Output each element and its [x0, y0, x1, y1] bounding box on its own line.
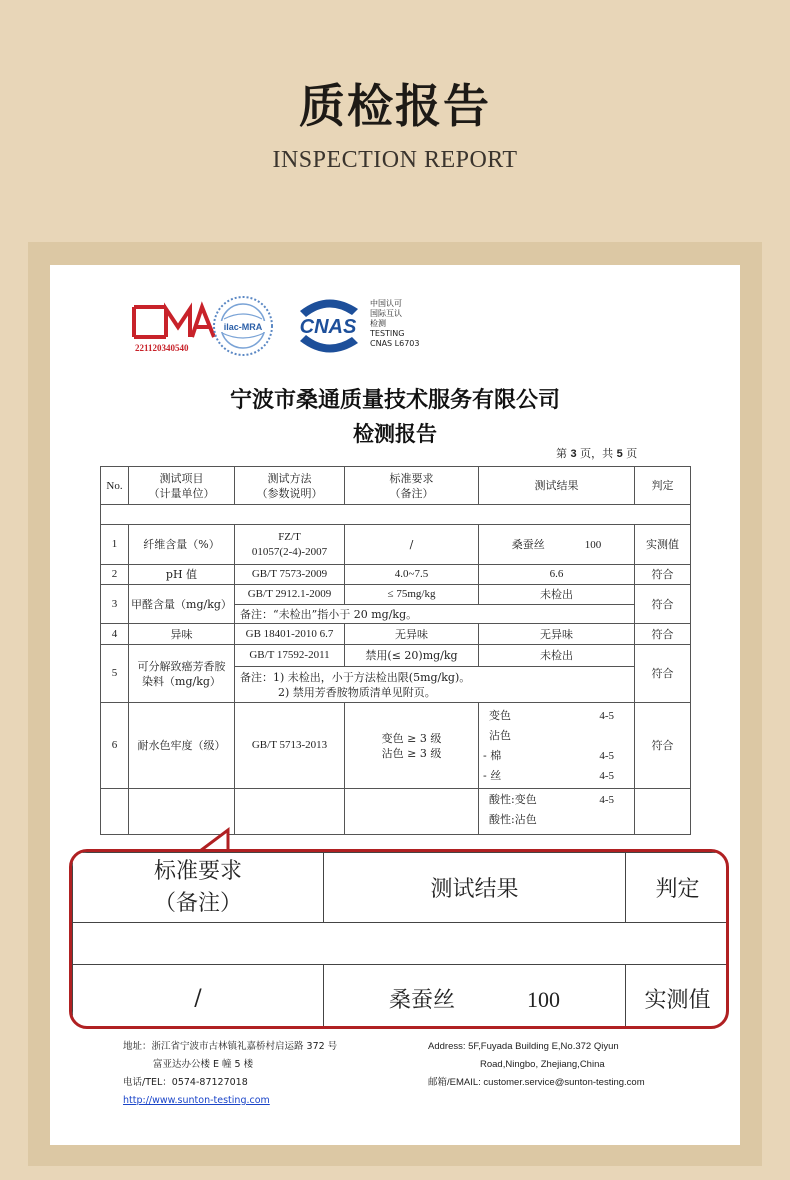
header-no: No.	[101, 467, 129, 505]
table-row	[101, 585, 691, 605]
row-result: 桑蚕丝 100	[479, 525, 635, 565]
zoom-row	[73, 965, 730, 1030]
table-spacer-row	[101, 505, 691, 525]
ilac-mra-logo-icon	[212, 295, 274, 357]
row-verdict: 符合	[635, 585, 691, 624]
row-req: ≤ 75mg/kg	[345, 585, 479, 605]
footer-line: Address: 5F,Fuyada Building E,No.372 Qiyun	[428, 1041, 619, 1052]
row-req: 无异味	[345, 624, 479, 645]
row-req: 禁用(≤ 20)mg/kg	[345, 645, 479, 667]
header-verdict: 判定	[635, 467, 691, 505]
row-req: /	[345, 525, 479, 565]
footer-tel: 电话/TEL：0574-87127018	[123, 1077, 248, 1088]
row-no: 3	[101, 585, 129, 624]
zoom-row-req: /	[73, 965, 324, 1030]
row-method: GB 18401-2010 6.7	[235, 624, 345, 645]
row-item: 可分解致癌芳香胺 染料（mg/kg）	[129, 645, 235, 703]
report-table	[100, 466, 691, 835]
row-item: 纤维含量（%）	[129, 525, 235, 565]
row-item: 甲醛含量（mg/kg）	[129, 585, 235, 624]
cnas-line: 检测	[370, 319, 386, 328]
row-method: GB/T 7573-2009	[235, 565, 345, 585]
cnas-line: TESTING	[370, 329, 405, 338]
row-no: 6	[101, 703, 129, 789]
page-title: 质检报告	[299, 79, 491, 133]
result-line: 沾色	[489, 728, 511, 742]
footer-address-cn	[123, 1038, 337, 1110]
row-req: 4.0~7.5	[345, 565, 479, 585]
company-name: 宁波市桑通质量技术服务有限公司	[229, 388, 560, 413]
row-no: 5	[101, 645, 129, 703]
row-no	[101, 789, 129, 835]
row-no: 4	[101, 624, 129, 645]
page-prefix: 第	[556, 447, 567, 460]
row-verdict: 实测值	[635, 525, 691, 565]
row-no: 2	[101, 565, 129, 585]
zoom-table	[72, 852, 729, 1029]
cnas-text	[370, 299, 419, 349]
footer-line: 地址：浙江省宁波市古林镇礼嘉桥村启运路 372 号	[123, 1041, 338, 1052]
row-result: 6.6	[479, 565, 635, 585]
footer-email: 邮箱/EMAIL: customer.service@sunton-testing.com	[428, 1077, 645, 1088]
cnas-line: 中国认可	[370, 299, 402, 308]
cnas-mark: CNAS	[299, 316, 357, 338]
page-subtitle: INSPECTION REPORT	[272, 147, 518, 173]
row-verdict: 符合	[635, 565, 691, 585]
row-item: pH 值	[129, 565, 235, 585]
table-row	[101, 624, 691, 645]
row-result: 未检出	[479, 645, 635, 667]
row-req	[345, 789, 479, 835]
table-row	[101, 525, 691, 565]
row-method: GB/T 17592-2011	[235, 645, 345, 667]
header-req: 标准要求 （备注）	[345, 467, 479, 505]
result-line: 酸性:变色 4-5	[489, 793, 614, 806]
result-line: 变色 4-5	[489, 708, 614, 722]
zoom-header-verdict: 判定	[626, 853, 730, 923]
row-verdict	[635, 789, 691, 835]
page-suffix: 页	[626, 447, 638, 460]
row-method	[235, 789, 345, 835]
result-line: 酸性:沾色	[489, 813, 537, 826]
row-result: 无异味	[479, 624, 635, 645]
report-title: 检测报告	[353, 422, 437, 446]
table-row	[101, 789, 691, 835]
spacer-cell	[101, 505, 691, 525]
footer-address-en	[428, 1038, 645, 1092]
zoom-spacer-cell	[73, 923, 730, 965]
header-item: 测试项目 （计量单位）	[129, 467, 235, 505]
zoom-row-verdict: 实测值	[626, 965, 730, 1030]
row-verdict: 符合	[635, 703, 691, 789]
row-method: GB/T 5713-2013	[235, 703, 345, 789]
zoom-spacer-row	[73, 923, 730, 965]
cnas-line: 国际互认	[370, 309, 402, 318]
table-header-row	[101, 467, 691, 505]
table-row	[101, 703, 691, 789]
ilac-mark: ilac-MRA	[223, 322, 263, 332]
zoom-header-result: 测试结果	[324, 853, 626, 923]
header-result: 测试结果	[479, 467, 635, 505]
zoom-header-row	[73, 853, 730, 923]
page-number	[556, 445, 637, 461]
row-result: 未检出	[479, 585, 635, 605]
zoom-row-result: 桑蚕丝 100	[324, 965, 626, 1030]
row-item: 耐水色牢度（级）	[129, 703, 235, 789]
page-total: 5	[616, 448, 623, 460]
cma-code: 221120340540	[135, 343, 189, 353]
row-result	[479, 789, 635, 835]
row-no: 1	[101, 525, 129, 565]
row-item: 异味	[129, 624, 235, 645]
zoom-callout	[69, 849, 729, 1029]
page-mid: 页，共	[580, 447, 614, 460]
table-row	[101, 565, 691, 585]
header-method: 测试方法 （参数说明）	[235, 467, 345, 505]
cnas-line: CNAS L6703	[370, 339, 420, 348]
cnas-logo-icon	[286, 295, 370, 357]
row-req: 变色 ≥ 3 级 沾色 ≥ 3 级	[345, 703, 479, 789]
footer-website-link[interactable]: http://www.sunton-testing.com	[123, 1095, 270, 1106]
result-line: - 棉 4-5	[483, 748, 614, 762]
row-verdict: 符合	[635, 624, 691, 645]
page-current: 3	[570, 448, 577, 460]
footer-line: Road,Ningbo, Zhejiang,China	[480, 1059, 605, 1070]
row-note: 备注：1) 未检出，小于方法检出限(5mg/kg)。 2) 禁用芳香胺物质清单见附页。	[235, 667, 635, 703]
footer-line: 富亚达办公楼 E 幢 5 楼	[153, 1059, 254, 1070]
row-note: 备注：“未检出”指小于 20 mg/kg。	[235, 605, 635, 624]
zoom-header-req: 标准要求 （备注）	[73, 853, 324, 923]
row-verdict: 符合	[635, 645, 691, 703]
row-method: FZ/T 01057(2-4)-2007	[235, 525, 345, 565]
row-result	[479, 703, 635, 789]
result-line: - 丝 4-5	[483, 768, 614, 782]
row-method: GB/T 2912.1-2009	[235, 585, 345, 605]
table-row	[101, 645, 691, 667]
